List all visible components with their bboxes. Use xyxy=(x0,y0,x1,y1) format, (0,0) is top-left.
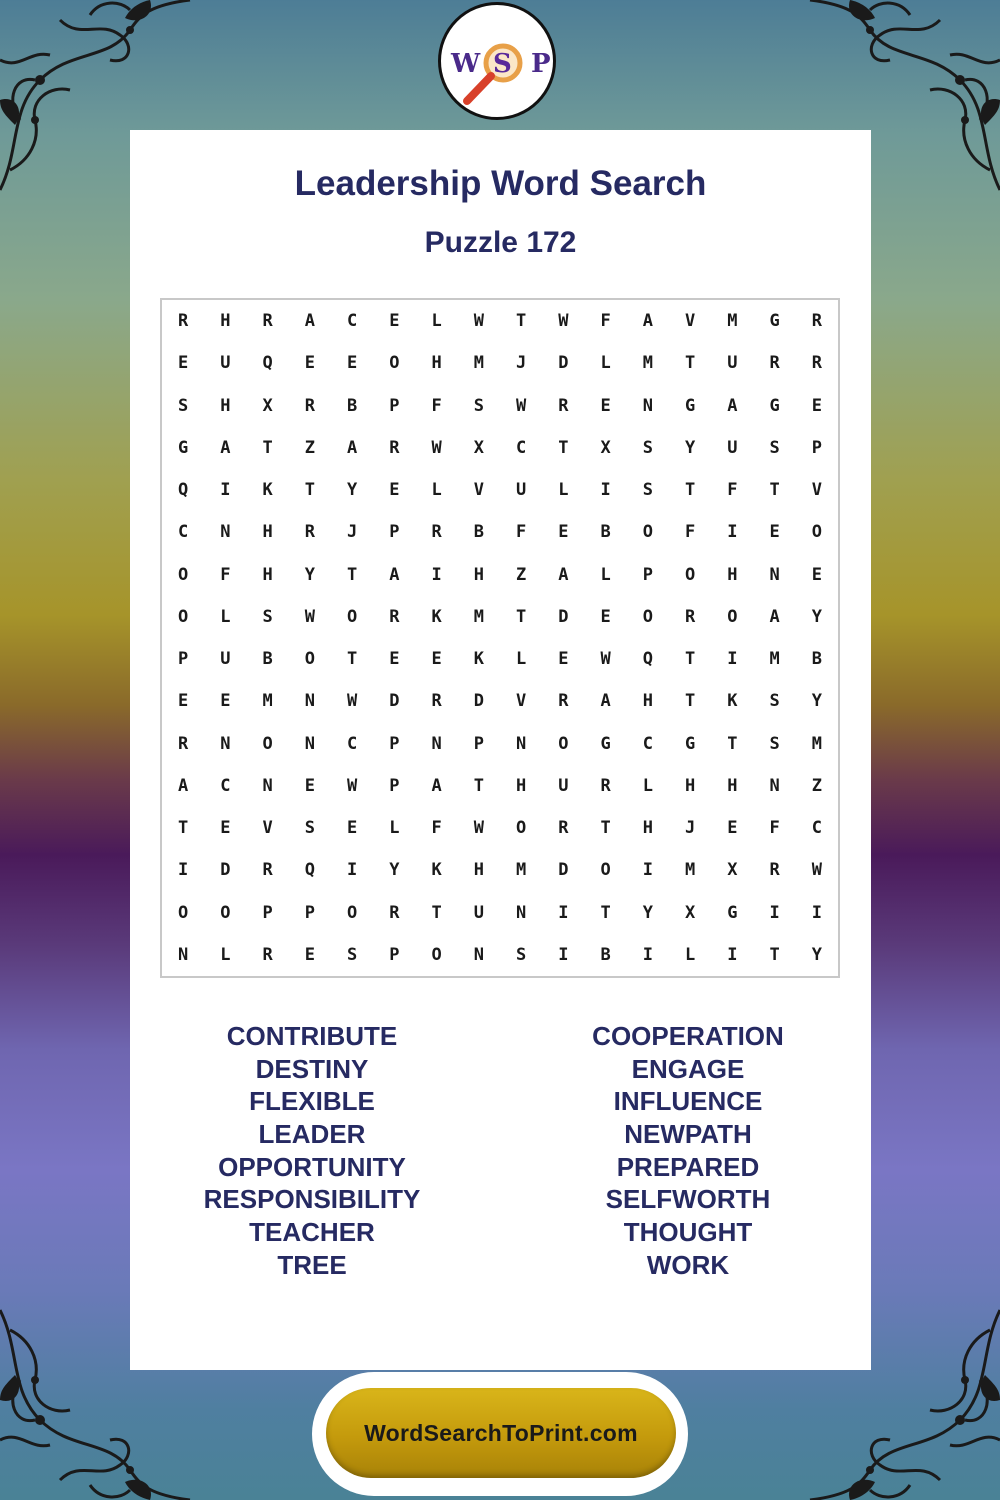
grid-cell[interactable]: T xyxy=(685,480,696,501)
grid-cell[interactable]: O xyxy=(431,944,442,965)
grid-cell[interactable]: O xyxy=(389,353,400,374)
grid-cell[interactable]: M xyxy=(811,733,822,754)
grid-cell[interactable]: M xyxy=(769,649,780,670)
grid-cell[interactable]: P xyxy=(389,733,400,754)
grid-cell[interactable]: S xyxy=(347,944,358,965)
site-logo[interactable] xyxy=(438,2,556,120)
grid-cell[interactable]: Q xyxy=(304,860,315,881)
grid-cell[interactable]: E xyxy=(727,818,738,839)
word-list-item: TEACHER xyxy=(249,1217,375,1248)
grid-cell[interactable]: M xyxy=(473,606,484,627)
grid-cell[interactable]: L xyxy=(220,606,231,627)
grid-cell[interactable]: T xyxy=(600,902,611,923)
grid-cell[interactable]: R xyxy=(811,353,822,374)
grid-cell[interactable]: F xyxy=(685,522,696,543)
grid-cell[interactable]: V xyxy=(811,480,822,501)
grid-cell[interactable]: B xyxy=(600,944,611,965)
site-link-button[interactable] xyxy=(326,1388,676,1478)
grid-cell[interactable]: S xyxy=(262,606,273,627)
grid-cell[interactable]: A xyxy=(304,311,315,332)
grid-cell[interactable]: O xyxy=(347,902,358,923)
grid-cell[interactable]: F xyxy=(600,311,611,332)
grid-cell[interactable]: C xyxy=(516,437,527,458)
grid-cell[interactable]: W xyxy=(811,860,822,881)
grid-cell[interactable]: F xyxy=(727,480,738,501)
word-list-item: INFLUENCE xyxy=(613,1086,763,1117)
grid-cell[interactable]: H xyxy=(473,564,484,585)
grid-cell[interactable]: R xyxy=(262,860,273,881)
word-list-item: THOUGHT xyxy=(623,1217,753,1248)
word-list-item: NEWPATH xyxy=(624,1119,752,1150)
grid-cell[interactable]: O xyxy=(178,902,189,923)
grid-cell[interactable]: G xyxy=(769,311,780,332)
grid-cell[interactable]: T xyxy=(685,649,696,670)
grid-cell[interactable]: B xyxy=(262,649,273,670)
grid-cell[interactable]: I xyxy=(727,522,738,543)
grid-cell[interactable]: I xyxy=(727,944,738,965)
word-list-item: COOPERATION xyxy=(592,1021,784,1051)
grid-cell[interactable]: P xyxy=(473,733,484,754)
grid-cell[interactable]: A xyxy=(600,691,611,712)
grid-cell[interactable]: T xyxy=(516,311,527,332)
word-list-item: CONTRIBUTE xyxy=(226,1021,398,1051)
grid-cell[interactable]: N xyxy=(473,944,484,965)
grid-cell[interactable]: H xyxy=(473,860,484,881)
grid-cell[interactable]: M xyxy=(516,860,527,881)
grid-cell[interactable]: V xyxy=(685,311,696,332)
grid-cell[interactable]: E xyxy=(304,353,315,374)
grid-cell[interactable]: R xyxy=(262,944,273,965)
grid-cell[interactable]: I xyxy=(727,649,738,670)
grid-cell[interactable]: A xyxy=(220,437,231,458)
grid-cell[interactable]: S xyxy=(769,437,780,458)
footer-badge xyxy=(312,1372,688,1496)
grid-cell[interactable]: E xyxy=(178,691,189,712)
grid-cell[interactable]: Y xyxy=(389,860,400,881)
grid-cell[interactable]: W xyxy=(558,311,569,332)
grid-cell[interactable]: U xyxy=(220,649,231,670)
word-list-item: WORK xyxy=(646,1249,730,1280)
grid-cell[interactable]: N xyxy=(769,775,780,796)
grid-cell[interactable]: H xyxy=(220,395,231,416)
grid-cell[interactable]: R xyxy=(558,691,569,712)
site-url: WordSearchToPrint.com xyxy=(364,1419,638,1446)
grid-cell[interactable]: L xyxy=(600,353,611,374)
grid-cell[interactable]: K xyxy=(431,860,442,881)
grid-cell[interactable]: I xyxy=(220,480,231,501)
grid-cell[interactable]: R xyxy=(600,775,611,796)
grid-cell[interactable]: E xyxy=(304,775,315,796)
grid-cell[interactable]: D xyxy=(558,860,569,881)
grid-cell[interactable]: N xyxy=(642,395,653,416)
grid-cell[interactable]: T xyxy=(769,944,780,965)
grid-cell[interactable]: D xyxy=(473,691,484,712)
grid-cell[interactable]: P xyxy=(642,564,653,585)
grid-cell[interactable]: U xyxy=(727,353,738,374)
grid-cell[interactable]: N xyxy=(178,944,189,965)
grid-cell[interactable]: T xyxy=(558,437,569,458)
grid-cell[interactable]: E xyxy=(600,395,611,416)
grid-cell[interactable]: F xyxy=(220,564,231,585)
page-title: Leadership Word Search xyxy=(294,164,707,203)
grid-cell[interactable]: O xyxy=(558,733,569,754)
grid-cell[interactable]: O xyxy=(516,818,527,839)
grid-cell[interactable]: E xyxy=(811,564,822,585)
grid-cell[interactable]: O xyxy=(304,649,315,670)
grid-cell[interactable]: C xyxy=(220,775,231,796)
grid-cell[interactable]: O xyxy=(642,522,653,543)
grid-cell[interactable]: H xyxy=(642,818,653,839)
logo-letter-s: S xyxy=(493,49,512,79)
grid-cell[interactable]: U xyxy=(558,775,569,796)
grid-cell[interactable]: K xyxy=(262,480,273,501)
grid-cell[interactable]: N xyxy=(769,564,780,585)
grid-cell[interactable]: U xyxy=(516,480,527,501)
grid-cell[interactable]: G xyxy=(600,733,611,754)
grid-cell[interactable]: T xyxy=(516,606,527,627)
grid-cell[interactable]: E xyxy=(558,522,569,543)
grid-cell[interactable]: H xyxy=(262,522,273,543)
grid-cell[interactable]: S xyxy=(769,691,780,712)
grid-cell[interactable]: P xyxy=(262,902,273,923)
word-list-item: PREPARED xyxy=(616,1151,760,1182)
grid-cell[interactable]: N xyxy=(220,522,231,543)
grid-cell[interactable]: Z xyxy=(516,564,527,585)
grid-cell[interactable]: C xyxy=(178,522,189,543)
grid-cell[interactable]: I xyxy=(811,902,822,923)
grid-cell[interactable]: A xyxy=(431,775,442,796)
grid-cell[interactable]: R xyxy=(389,437,400,458)
grid-cell[interactable]: H xyxy=(262,564,273,585)
grid-cell[interactable]: N xyxy=(262,775,273,796)
grid-cell[interactable]: E xyxy=(220,818,231,839)
grid-cell[interactable]: Q xyxy=(178,480,189,501)
grid-cell[interactable]: I xyxy=(642,944,653,965)
grid-cell[interactable]: R xyxy=(558,395,569,416)
grid-cell[interactable]: T xyxy=(727,733,738,754)
grid-cell[interactable]: A xyxy=(389,564,400,585)
grid-cell[interactable]: N xyxy=(516,733,527,754)
grid-cell[interactable]: F xyxy=(431,818,442,839)
grid-cell[interactable]: N xyxy=(304,733,315,754)
grid-cell[interactable]: O xyxy=(220,902,231,923)
grid-cell[interactable]: S xyxy=(473,395,484,416)
grid-cell[interactable]: O xyxy=(262,733,273,754)
grid-cell[interactable]: C xyxy=(347,311,358,332)
grid-cell[interactable]: R xyxy=(304,522,315,543)
grid-cell[interactable]: W xyxy=(600,649,611,670)
grid-cell[interactable]: D xyxy=(558,606,569,627)
grid-cell[interactable]: T xyxy=(347,649,358,670)
grid-cell[interactable]: L xyxy=(516,649,527,670)
grid-cell[interactable]: R xyxy=(304,395,315,416)
grid-cell[interactable]: T xyxy=(431,902,442,923)
word-list-item: DESTINY xyxy=(255,1053,369,1084)
grid-cell[interactable]: R xyxy=(431,691,442,712)
grid-cell[interactable]: R xyxy=(262,311,273,332)
word-list-left xyxy=(162,1020,462,1282)
grid-cell[interactable]: R xyxy=(685,606,696,627)
grid-cell[interactable]: A xyxy=(769,606,780,627)
word-list-item: OPPORTUNITY xyxy=(218,1151,406,1182)
grid-cell[interactable]: B xyxy=(811,649,822,670)
grid-cell[interactable]: F xyxy=(516,522,527,543)
grid-cell[interactable]: N xyxy=(516,902,527,923)
grid-cell[interactable]: E xyxy=(769,522,780,543)
grid-cell[interactable]: I xyxy=(600,480,611,501)
grid-cell[interactable]: E xyxy=(347,353,358,374)
grid-cell[interactable]: I xyxy=(431,564,442,585)
grid-cell[interactable]: J xyxy=(347,522,358,543)
grid-cell[interactable]: Y xyxy=(811,691,822,712)
grid-cell[interactable]: O xyxy=(685,564,696,585)
grid-cell[interactable]: S xyxy=(642,437,653,458)
grid-cell[interactable]: H xyxy=(727,564,738,585)
word-list-item: RESPONSIBILITY xyxy=(203,1184,421,1215)
grid-cell[interactable]: K xyxy=(727,691,738,712)
grid-cell[interactable]: W xyxy=(347,775,358,796)
grid-cell[interactable]: R xyxy=(769,860,780,881)
grid-cell[interactable]: T xyxy=(473,775,484,796)
grid-cell[interactable]: R xyxy=(389,606,400,627)
grid-cell[interactable]: E xyxy=(389,480,400,501)
grid-cell[interactable]: D xyxy=(558,353,569,374)
grid-cell[interactable]: W xyxy=(473,818,484,839)
grid-cell[interactable]: P xyxy=(811,437,822,458)
grid-cell[interactable]: J xyxy=(516,353,527,374)
grid-cell[interactable]: Q xyxy=(642,649,653,670)
grid-cell[interactable]: I xyxy=(178,860,189,881)
grid-cell[interactable]: S xyxy=(304,818,315,839)
grid-cell[interactable]: L xyxy=(558,480,569,501)
grid-cell[interactable]: O xyxy=(600,860,611,881)
grid-cell[interactable]: J xyxy=(685,818,696,839)
grid-cell[interactable]: T xyxy=(685,353,696,374)
grid-cell[interactable]: E xyxy=(431,649,442,670)
grid-cell[interactable]: E xyxy=(389,311,400,332)
grid-cell[interactable]: T xyxy=(304,480,315,501)
grid-cell[interactable]: N xyxy=(304,691,315,712)
grid-cell[interactable]: R xyxy=(431,522,442,543)
grid-cell[interactable]: M xyxy=(473,353,484,374)
grid-cell[interactable]: G xyxy=(727,902,738,923)
grid-cell[interactable]: Y xyxy=(642,902,653,923)
grid-cell[interactable]: I xyxy=(558,944,569,965)
grid-cell[interactable]: N xyxy=(220,733,231,754)
grid-cell[interactable]: R xyxy=(811,311,822,332)
grid-cell[interactable]: E xyxy=(811,395,822,416)
grid-cell[interactable]: Z xyxy=(811,775,822,796)
grid-cell[interactable]: H xyxy=(685,775,696,796)
grid-cell[interactable]: Q xyxy=(262,353,273,374)
grid-cell[interactable]: M xyxy=(727,311,738,332)
grid-cell[interactable]: A xyxy=(558,564,569,585)
grid-cell[interactable]: M xyxy=(262,691,273,712)
grid-cell[interactable]: W xyxy=(516,395,527,416)
grid-cell[interactable]: G xyxy=(685,395,696,416)
grid-cell[interactable]: X xyxy=(473,437,484,458)
grid-cell[interactable]: Y xyxy=(304,564,315,585)
grid-cell[interactable]: M xyxy=(642,353,653,374)
grid-cell[interactable]: E xyxy=(220,691,231,712)
grid-cell[interactable]: P xyxy=(178,649,189,670)
grid-cell[interactable]: P xyxy=(389,395,400,416)
grid-cell[interactable]: H xyxy=(431,353,442,374)
grid-cell[interactable]: Y xyxy=(811,606,822,627)
grid-cell[interactable]: E xyxy=(558,649,569,670)
logo-letter-w: W xyxy=(451,49,481,79)
word-list-item: LEADER xyxy=(258,1119,366,1150)
puzzle-panel xyxy=(130,130,871,1370)
grid-cell[interactable]: U xyxy=(473,902,484,923)
logo-letter-p: P xyxy=(531,49,551,79)
grid-cell[interactable]: B xyxy=(600,522,611,543)
grid-cell[interactable]: W xyxy=(304,606,315,627)
grid-cell[interactable]: E xyxy=(304,944,315,965)
grid-cell[interactable]: U xyxy=(727,437,738,458)
grid-cell[interactable]: T xyxy=(262,437,273,458)
grid-cell[interactable]: T xyxy=(178,818,189,839)
grid-cell[interactable]: E xyxy=(178,353,189,374)
grid-cell[interactable]: V xyxy=(262,818,273,839)
grid-cell[interactable]: A xyxy=(727,395,738,416)
grid-cell[interactable]: S xyxy=(516,944,527,965)
grid-cell[interactable]: R xyxy=(178,733,189,754)
grid-cell[interactable]: P xyxy=(389,522,400,543)
grid-cell[interactable]: C xyxy=(347,733,358,754)
grid-cell[interactable]: R xyxy=(389,902,400,923)
grid-cell[interactable]: O xyxy=(727,606,738,627)
grid-cell[interactable]: Y xyxy=(811,944,822,965)
grid-cell[interactable]: Y xyxy=(685,437,696,458)
grid-cell[interactable]: N xyxy=(431,733,442,754)
grid-cell[interactable]: Y xyxy=(347,480,358,501)
grid-cell[interactable]: H xyxy=(516,775,527,796)
grid-cell[interactable]: E xyxy=(600,606,611,627)
grid-cell[interactable]: F xyxy=(431,395,442,416)
grid-cell[interactable]: L xyxy=(220,944,231,965)
puzzle-number: Puzzle 172 xyxy=(424,226,577,259)
grid-cell[interactable]: H xyxy=(727,775,738,796)
grid-cell[interactable]: L xyxy=(431,480,442,501)
grid-cell[interactable]: O xyxy=(347,606,358,627)
grid-cell[interactable]: O xyxy=(642,606,653,627)
grid-cell[interactable]: D xyxy=(220,860,231,881)
grid-cell[interactable]: C xyxy=(811,818,822,839)
grid-cell[interactable]: G xyxy=(178,437,189,458)
grid-cell[interactable]: T xyxy=(685,691,696,712)
grid-cell[interactable]: H xyxy=(220,311,231,332)
grid-cell[interactable]: B xyxy=(473,522,484,543)
grid-cell[interactable]: C xyxy=(642,733,653,754)
grid-cell[interactable]: P xyxy=(389,775,400,796)
grid-cell[interactable]: F xyxy=(769,818,780,839)
grid-cell[interactable]: V xyxy=(516,691,527,712)
grid-cell[interactable]: X xyxy=(685,902,696,923)
grid-cell[interactable]: S xyxy=(178,395,189,416)
grid-cell[interactable]: L xyxy=(431,311,442,332)
grid-cell[interactable]: V xyxy=(473,480,484,501)
grid-cell[interactable]: R xyxy=(178,311,189,332)
grid-cell[interactable]: P xyxy=(389,944,400,965)
grid-cell[interactable]: P xyxy=(304,902,315,923)
grid-cell[interactable]: X xyxy=(727,860,738,881)
grid-cell[interactable]: G xyxy=(769,395,780,416)
grid-cell[interactable]: K xyxy=(473,649,484,670)
grid-cell[interactable]: O xyxy=(178,606,189,627)
grid-cell[interactable]: E xyxy=(389,649,400,670)
grid-cell[interactable]: I xyxy=(347,860,358,881)
grid-cell[interactable]: M xyxy=(685,860,696,881)
grid-cell[interactable]: W xyxy=(473,311,484,332)
word-list-item: FLEXIBLE xyxy=(249,1086,375,1117)
grid-cell[interactable]: W xyxy=(431,437,442,458)
grid-cell[interactable]: I xyxy=(769,902,780,923)
grid-cell[interactable]: Z xyxy=(304,437,315,458)
grid-cell[interactable]: H xyxy=(642,691,653,712)
grid-cell[interactable]: T xyxy=(769,480,780,501)
grid-cell[interactable]: W xyxy=(347,691,358,712)
grid-cell[interactable]: T xyxy=(600,818,611,839)
grid-cell[interactable]: A xyxy=(178,775,189,796)
grid-cell[interactable]: G xyxy=(685,733,696,754)
grid-cell[interactable]: O xyxy=(811,522,822,543)
grid-cell[interactable]: T xyxy=(347,564,358,585)
grid-cell[interactable]: A xyxy=(347,437,358,458)
word-list-right xyxy=(538,1020,838,1282)
grid-cell[interactable]: S xyxy=(642,480,653,501)
grid-cell[interactable]: R xyxy=(769,353,780,374)
grid-cell[interactable]: I xyxy=(642,860,653,881)
grid-cell[interactable]: X xyxy=(600,437,611,458)
grid-cell[interactable]: R xyxy=(558,818,569,839)
grid-cell[interactable]: K xyxy=(431,606,442,627)
grid-cell[interactable]: B xyxy=(347,395,358,416)
grid-cell[interactable]: A xyxy=(642,311,653,332)
letter-grid xyxy=(160,298,840,978)
word-list-item: TREE xyxy=(277,1249,347,1280)
grid-cell[interactable]: L xyxy=(642,775,653,796)
grid-cell[interactable]: E xyxy=(347,818,358,839)
grid-cell[interactable]: I xyxy=(558,902,569,923)
grid-cell[interactable]: O xyxy=(178,564,189,585)
grid-cell[interactable]: D xyxy=(389,691,400,712)
grid-cell[interactable]: U xyxy=(220,353,231,374)
grid-cell[interactable]: L xyxy=(389,818,400,839)
grid-cell[interactable]: X xyxy=(262,395,273,416)
grid-cell[interactable]: L xyxy=(685,944,696,965)
word-list-item: SELFWORTH xyxy=(605,1184,771,1215)
word-list-item: ENGAGE xyxy=(631,1053,745,1084)
grid-cell[interactable]: L xyxy=(600,564,611,585)
grid-cell[interactable]: S xyxy=(769,733,780,754)
